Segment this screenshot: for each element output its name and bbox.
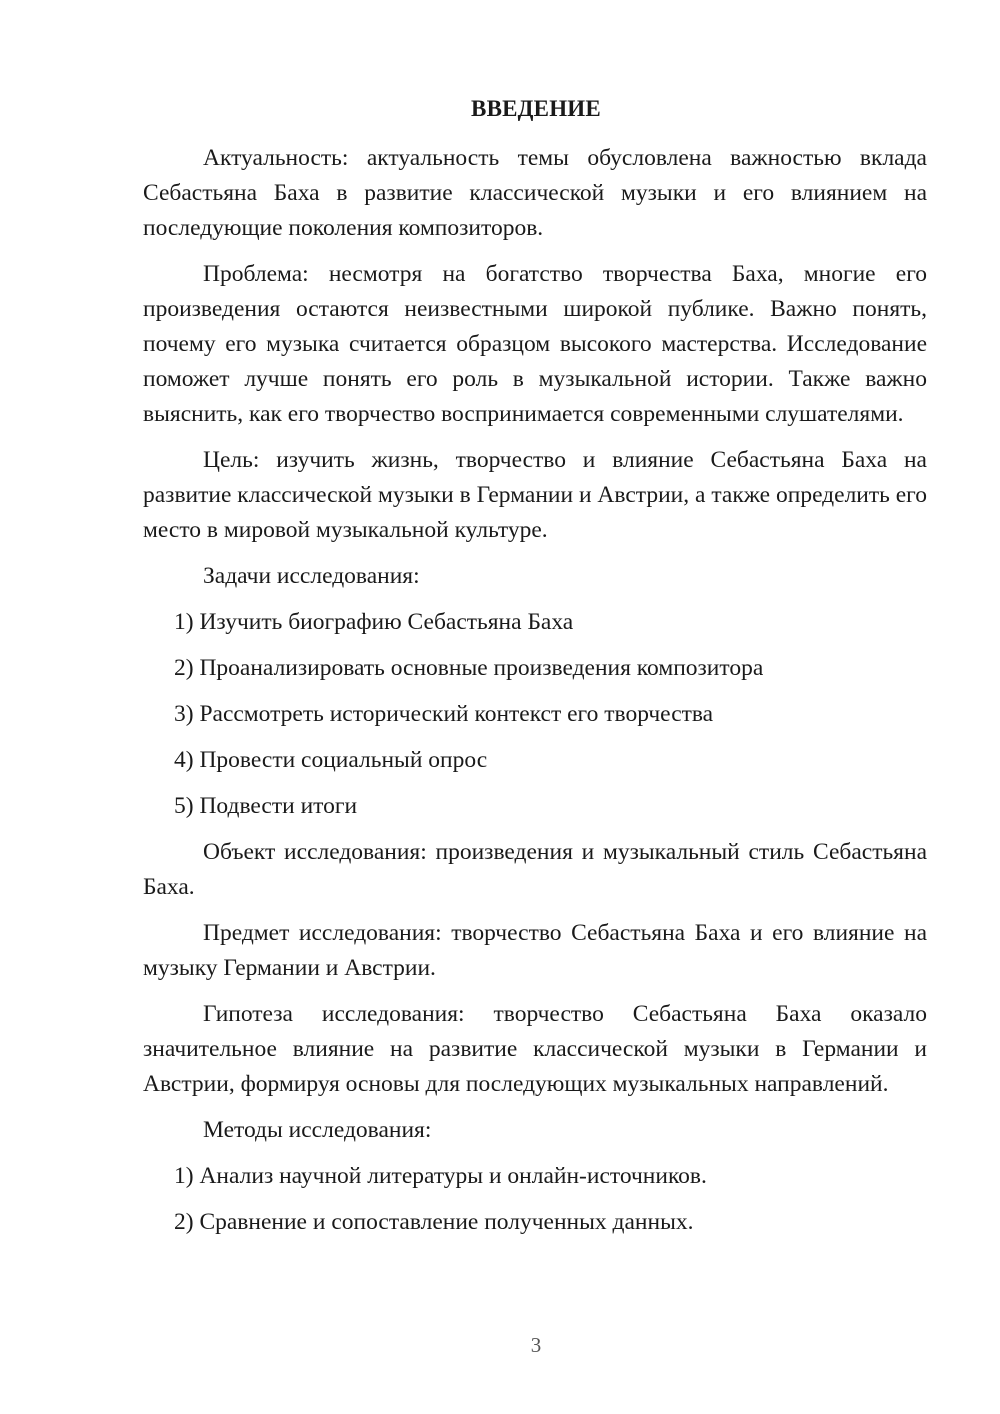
task-item: 4) Провести социальный опрос: [174, 747, 488, 773]
paragraph-relevance: Актуальность: актуальность темы обусловлена важностью вклада Себастьяна Баха в развитие классической музыки и его влиянием на последующие поколения композиторов.: [143, 145, 927, 241]
paragraph-problem: Проблема: несмотря на богатство творчества Баха, многие его произведения остаются неизвестными широкой публике. Важно понять, почему его музыка считается образцом высокого мастерства. Исследование поможет лучше понять его роль в музыкальной истории. Также важно выяснить, как его творчество воспринимается современными слушателями.: [143, 261, 927, 427]
task-item: 3) Рассмотреть исторический контекст его творчества: [174, 701, 714, 727]
tasks-heading: Задачи исследования:: [203, 563, 420, 589]
page-number: 3: [530, 1333, 542, 1357]
paragraph-object: Объект исследования: произведения и музыкальный стиль Себастьяна Баха.: [143, 839, 927, 900]
methods-list: [143, 1159, 927, 1240]
task-item: 5) Подвести итоги: [174, 793, 358, 819]
task-item: 2) Проанализировать основные произведения композитора: [174, 655, 764, 681]
paragraph-subject: Предмет исследования: творчество Себастьяна Баха и его влияние на музыку Германии и Австрии.: [143, 920, 927, 981]
method-item: 1) Анализ научной литературы и онлайн-источников.: [174, 1163, 707, 1189]
section-heading: ВВЕДЕНИЕ: [471, 96, 601, 121]
methods-heading: Методы исследования:: [203, 1117, 432, 1143]
method-item: 2) Сравнение и сопоставление полученных данных.: [174, 1209, 694, 1235]
tasks-list: [143, 605, 927, 824]
task-item: 1) Изучить биографию Себастьяна Баха: [174, 609, 574, 635]
paragraph-hypothesis: Гипотеза исследования: творчество Себастьяна Баха оказало значительное влияние на развитие классической музыки в Германии и Австрии, формируя основы для последующих музыкальных направлений.: [143, 1001, 927, 1097]
paragraph-goal: Цель: изучить жизнь, творчество и влияние Себастьяна Баха на развитие классической музыки в Германии и Австрии, а также определить его место в мировой музыкальной культуре.: [143, 447, 927, 543]
document-body: [143, 141, 927, 1251]
